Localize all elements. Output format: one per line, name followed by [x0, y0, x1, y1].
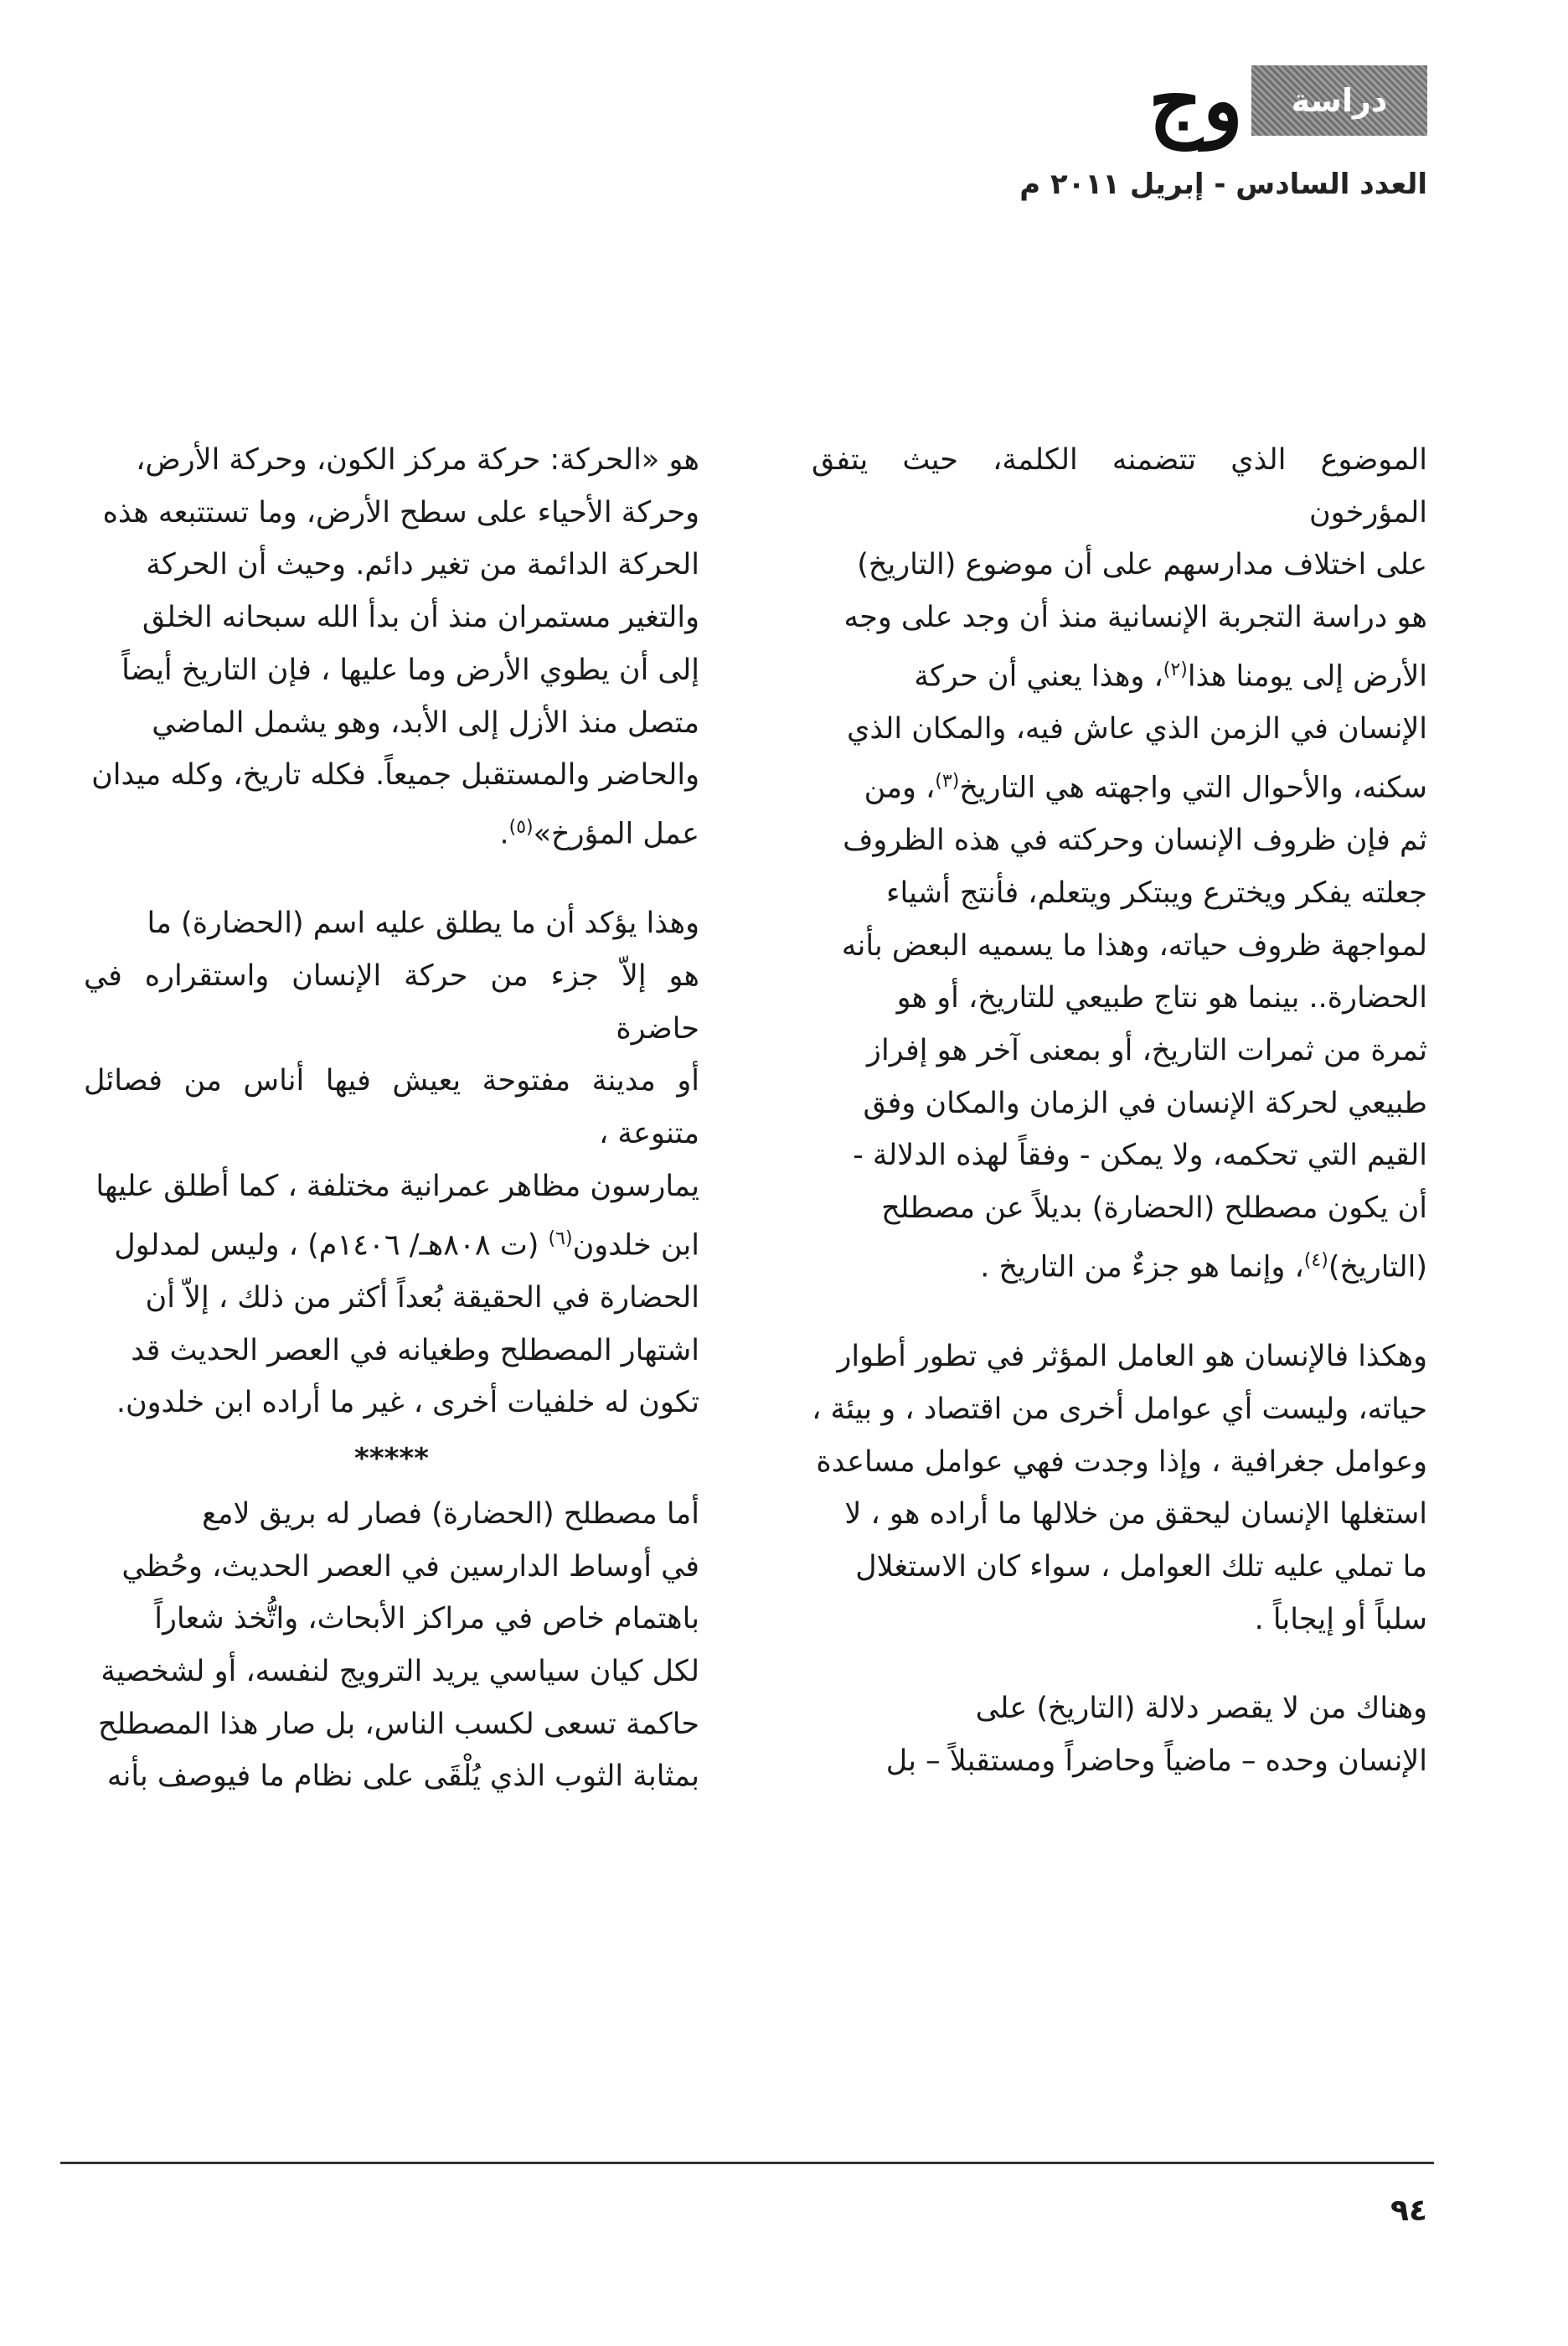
paragraph: أما مصطلح (الحضارة) فصار له بريق لامع في أوساط الدارسين في العصر الحديث، وحُظي باهتمام خاص في مراكز الأبحاث، واتُّخذ شعاراً لكل كيان سياسي يريد الترويج لنفسه، أو لشخصية حاكمة تسعى لكسب الناس، بل صار هذا المصطلح بمثابة الثوب الذي يُلْقَى على نظام ما فيوصف بأنه [97, 1496, 699, 1794]
section-label: دراسة [1251, 65, 1427, 136]
paragraph: وهناك من لا يقصر دلالة (التاريخ) على الإنسان وحده – ماضياً وحاضراً ومستقبلاً – بل [885, 1692, 1427, 1779]
issue-line: العدد السادس - إبريل ٢٠١١ م [1019, 168, 1427, 201]
paragraph: وهكذا فالإنسان هو العامل المؤثر في تطور أطوار حياته، وليست أي عوامل أخرى من اقتصاد ، و بيئة ، وعوامل جغرافية ، وإذا وجدت فهي عوامل مساعدة استغلها الإنسان ليحقق من خلالها ما أراده هو ، لا ما تملي عليه تلك العوامل ، سواء كان الاستغلال سلباً أو إيجاباً . [812, 1340, 1427, 1636]
column-right [812, 434, 1427, 1803]
footnote-ref: (٣) [935, 770, 960, 792]
footnote-ref: (٥) [508, 816, 534, 838]
column-left [84, 434, 699, 1803]
paragraph: وهذا يؤكد أن ما يطلق عليه اسم (الحضارة) ما هو إلاّ جزء من حركة الإنسان واستقراره في حاضرة أو مدينة مفتوحة يعيش فيها أناس من فصائل متنوعة ، يمارسون مظاهر عمرانية مختلفة ، كما أطلق عليها ابن خلدون$^{(٦)}$ (ت ٨٠٨هـ/ ١٤٠٦م) ، وليس لمدلول الحضارة في الحقيقة بُعداً أكثر من ذلك ، إلاّ أن اشتهار المصطلح وطغيانه في العصر الحديث قد تكون له خلفيات أخرى ، غير ما أراده ابن خلدون. [84, 907, 699, 1420]
page-header [1148, 51, 1427, 150]
page-number: ٩٤ [1390, 2194, 1427, 2228]
paragraph: الموضوع الذي تتضمنه الكلمة، حيث يتفق المؤرخون على اختلاف مدارسهم على أن موضوع (التاريخ) هو دراسة التجربة الإنسانية منذ أن وجد على وجه الأرض إلى يومنا هذا$^{(٢)}$، وهذا يعني أن حركة الإنسان في الزمن الذي عاش فيه، والمكان الذي سكنه، والأحوال التي واجهته هي التاريخ$^{(٣)}$، ومن ثم فإن ظروف الإنسان وحركته في هذه الظروف جعلته يفكر ويخترع ويبتكر ويتعلم، فأنتج أشياء لمواجهة ظروف حياته، وهذا ما يسميه البعض بأنه الحضارة.. بينما هو نتاج طبيعي للتاريخ، أو هو ثمرة من ثمرات التاريخ، أو بمعنى آخر هو إفراز طبيعي لحركة الإنسان في الزمان والمكان وفق القيم التي تحكمه، ولا يمكن - وفقاً لهذه الدلالة - أن يكون مصطلح (الحضارة) بديلاً عن مصطلح (التاريخ)$^{(٤)}$، وإنما هو جزءٌ من التاريخ . [812, 443, 1427, 1284]
footnote-ref: (٦) [548, 1227, 573, 1249]
footnote-ref: (٢) [1163, 659, 1188, 680]
footnote-ref: (٤) [1303, 1249, 1328, 1271]
footer-rule [60, 2162, 1434, 2164]
article-body [84, 434, 1427, 1803]
section-separator: ***** [354, 1441, 429, 1475]
paragraph: هو «الحركة: حركة مركز الكون، وحركة الأرض، وحركة الأحياء على سطح الأرض، وما تستتبعه هذه الحركة الدائمة من تغير دائم. وحيث أن الحركة والتغير مستمران منذ أن بدأ الله سبحانه الخلق إلى أن يطوي الأرض وما عليها ، فإن التاريخ أيضاً متصل منذ الأزل إلى الأبد، وهو يشمل الماضي والحاضر والمستقبل جميعاً. فكله تاريخ، وكله ميدان عمل المؤرخ»$^{(٥)}$. [91, 443, 699, 851]
magazine-logo: وج [1148, 51, 1243, 150]
